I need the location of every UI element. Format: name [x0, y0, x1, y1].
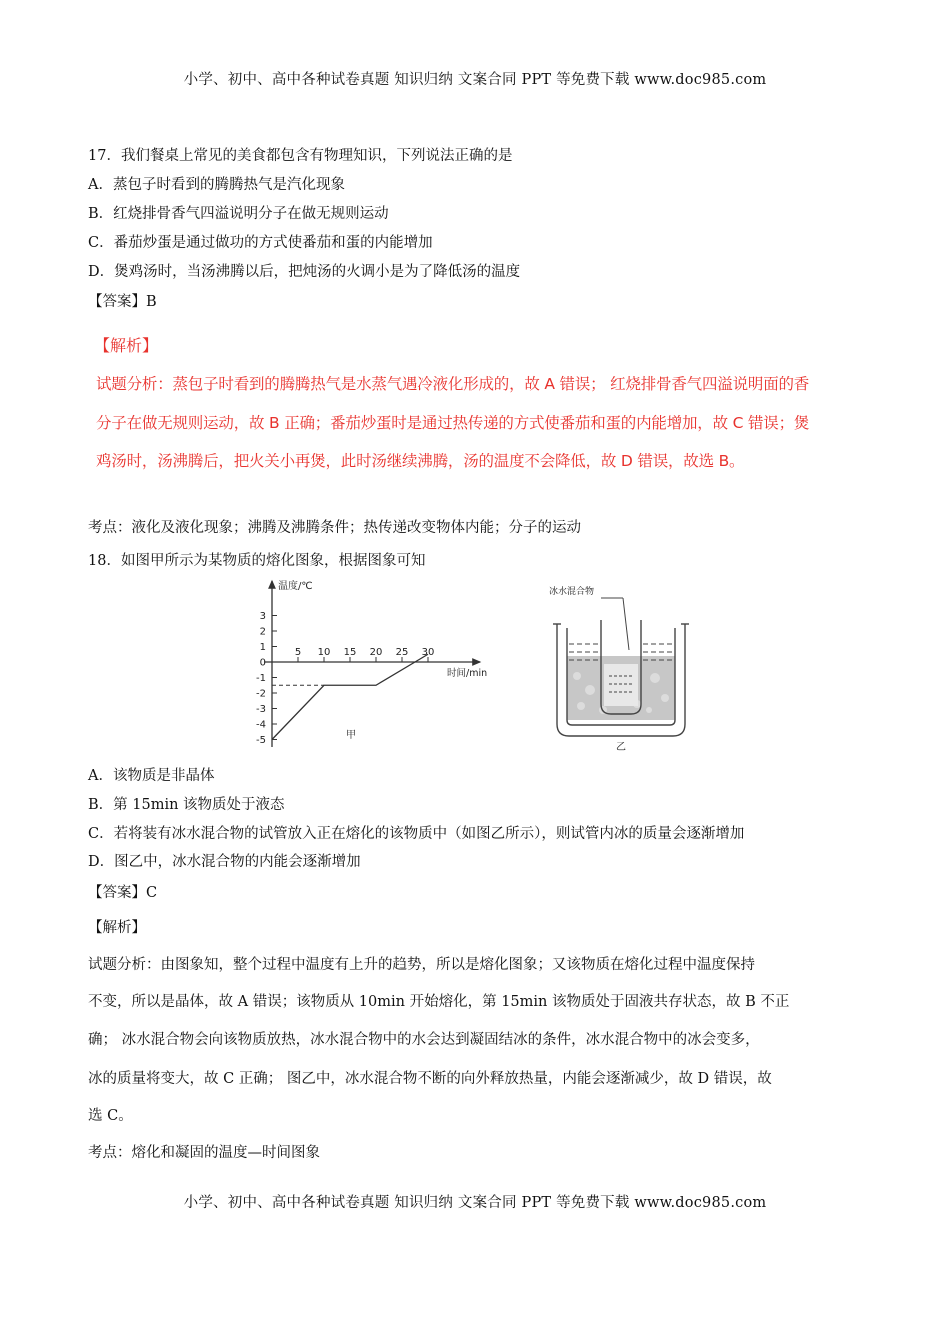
y-tick-label: -3	[256, 704, 266, 715]
y-axis-label: 温度/℃	[278, 581, 313, 592]
q17-analysis-title: 【解析】	[94, 336, 159, 355]
q18-analysis-title: 【解析】	[88, 920, 146, 936]
y-tick-label: -5	[256, 735, 266, 746]
q18-answer: 【答案】C	[88, 885, 158, 901]
y-tick-label: -1	[256, 673, 266, 684]
page-footer: 小学、初中、高中各种试卷真题 知识归纳 文案合同 PPT 等免费下载 www.doc985.com	[183, 1195, 767, 1211]
melting-curve	[272, 654, 428, 739]
q18-option-d: D．图乙中，冰水混合物的内能会逐渐增加	[88, 854, 361, 870]
q17-analysis-line: 分子在做无规则运动，故 B 正确；番茄炒蛋时是通过热传递的方式使番茄和蛋的内能增加，故 C 错误；煲	[96, 414, 810, 432]
q18-option-c: C．若将装有冰水混合物的试管放入正在熔化的该物质中（如图乙所示），则试管内冰的质量会逐渐增加	[88, 826, 745, 842]
x-tick-label: 10	[317, 647, 331, 658]
label-pointer	[623, 598, 629, 650]
y-tick-label: 2	[259, 626, 266, 638]
q18-analysis-line: 确； 冰水混合物会向该物质放热，冰水混合物中的水会达到凝固结冰的条件，冰水混合物中的冰会变多，	[88, 1032, 760, 1048]
q17-analysis-line: 试题分析：蒸包子时看到的腾腾热气是水蒸气遇冷液化形成的，故 A 错误； 红烧排骨香气四溢说明面的香	[96, 375, 810, 393]
q17-option-d: D．煲鸡汤时，当汤沸腾以后，把炖汤的火调小是为了降低汤的温度	[88, 264, 521, 280]
q18-analysis-line: 试题分析：由图象知，整个过程中温度有上升的趋势，所以是熔化图象；又该物质在熔化过程中温度保持	[88, 957, 755, 973]
q17-analysis-line: 鸡汤时，汤沸腾后，把火关小再煲，此时汤继续沸腾，汤的温度不会降低，故 D 错误，故选 B。	[96, 452, 745, 470]
x-tick-label: 15	[343, 647, 357, 658]
q18-option-a: A．该物质是非晶体	[88, 768, 215, 784]
q17-answer: 【答案】B	[88, 294, 157, 310]
page-header: 小学、初中、高中各种试卷真题 知识归纳 文案合同 PPT 等免费下载 www.doc985.com	[183, 72, 767, 88]
q17-kaodian: 考点：液化及液化现象；沸腾及沸腾条件；热传递改变物体内能；分子的运动	[88, 520, 581, 536]
x-axis-label: 时间/min	[447, 668, 488, 679]
q17-option-a: A．蒸包子时看到的腾腾热气是汽化现象	[88, 177, 345, 193]
q18-analysis-line: 冰的质量将变大，故 C 正确； 图乙中，冰水混合物不断的向外释放热量，内能会逐渐减少，故 D 错误，故	[88, 1071, 772, 1087]
x-tick-label: 5	[294, 647, 302, 658]
beaker-figure	[545, 580, 695, 752]
q18-analysis-line: 不变，所以是晶体，故 A 错误；该物质从 10min 开始熔化，第 15min 该物质处于固液共存状态，故 B 不正	[88, 994, 790, 1010]
y-tick-label: 1	[259, 642, 266, 653]
y-tick-label: 3	[259, 611, 266, 622]
y-tick-label: 0	[259, 657, 266, 669]
q18-stem: 18．如图甲所示为某物质的熔化图象，根据图象可知	[88, 553, 426, 569]
figure-caption-jia: 甲	[346, 730, 356, 741]
q17-option-c: C．番茄炒蛋是通过做功的方式使番茄和蛋的内能增加	[88, 235, 433, 251]
q17-option-b: B．红烧排骨香气四溢说明分子在做无规则运动	[88, 206, 389, 222]
y-tick-label: -2	[256, 688, 266, 700]
x-tick-label: 25	[395, 647, 409, 658]
q18-kaodian: 考点：熔化和凝固的温度—时间图象	[88, 1145, 320, 1161]
y-tick-label: -4	[256, 719, 266, 731]
q17-stem: 17．我们餐桌上常见的美食都包含有物理知识，下列说法正确的是	[88, 148, 513, 164]
melting-graph-figure	[240, 575, 510, 755]
q18-option-b: B．第 15min 该物质处于液态	[88, 797, 285, 813]
x-tick-label: 20	[369, 647, 383, 658]
ice-water-mixture-label: 冰水混合物	[549, 587, 595, 597]
q18-analysis-line: 选 C。	[88, 1108, 133, 1124]
figure-caption-yi: 乙	[616, 742, 626, 752]
x-tick-label: 30	[421, 647, 435, 658]
